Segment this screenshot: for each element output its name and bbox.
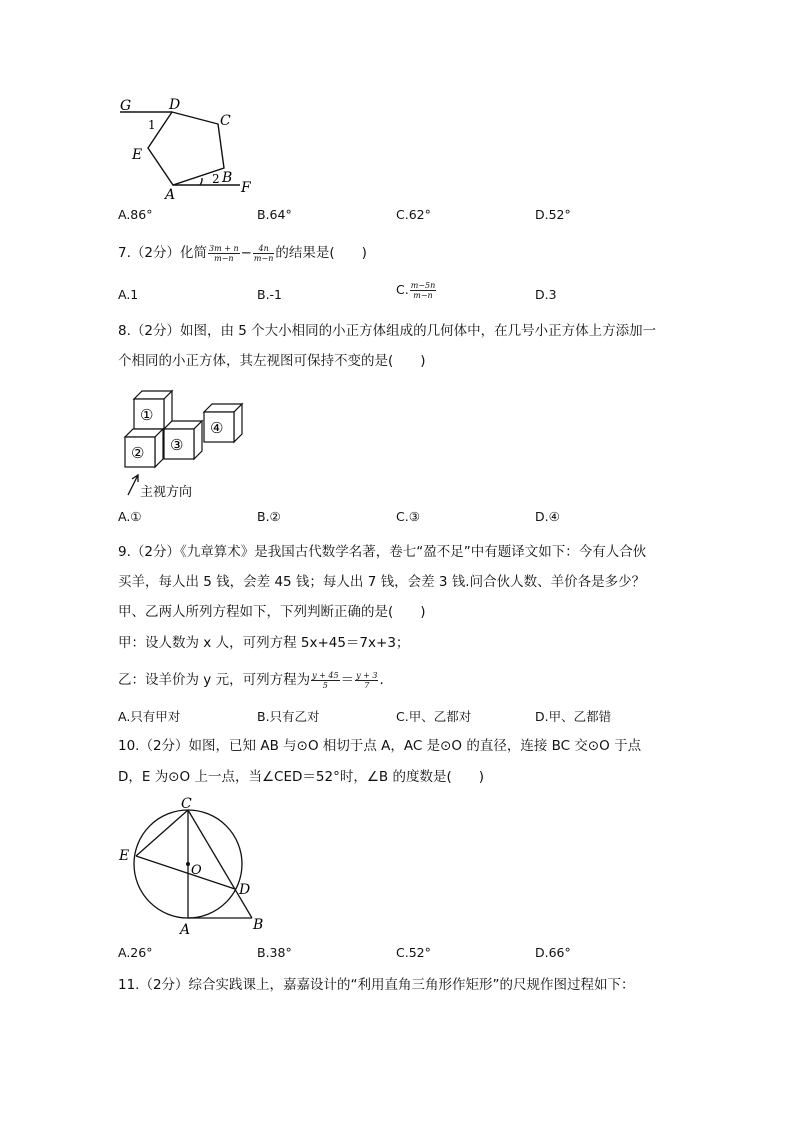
q9-line-2: 买羊，每人出 5 钱，会差 45 钱；每人出 7 钱，会差 3 钱.问合伙人数、羊价各是多少？ xyxy=(118,574,646,590)
q11-line-1: 11.（2分）综合实践课上，嘉嘉设计的“利用直角三角形作矩形”的尺规作图过程如下： xyxy=(118,977,635,993)
q6-option-c: C.62° xyxy=(396,207,431,222)
q7-prefix: 7.（2分）化简 xyxy=(118,245,207,261)
q10-option-c: C.52° xyxy=(396,945,431,960)
label-2: 2 xyxy=(212,172,220,186)
cube-2-label: ② xyxy=(131,444,145,462)
view-direction-label: 主视方向 xyxy=(140,485,193,500)
label-C: C xyxy=(181,796,192,812)
label-D: D xyxy=(239,882,251,898)
q7-option-c-fraction: $\frac{m-5n}{m-n}$ xyxy=(410,281,436,300)
label-D: D xyxy=(169,97,181,113)
label-A: A xyxy=(165,187,176,203)
label-F: F xyxy=(241,180,251,196)
label-O: O xyxy=(191,863,202,878)
q8-option-c: C.③ xyxy=(396,509,420,524)
cube-1-label: ① xyxy=(140,406,154,424)
q6-option-d: D.52° xyxy=(535,207,571,222)
q7-option-a: A.1 xyxy=(118,287,139,302)
q7-suffix: 的结果是( ) xyxy=(275,245,367,261)
q8-line-2: 个相同的小正方体，其左视图可保持不变的是( ) xyxy=(118,353,426,369)
q9-option-c: C.甲、乙都对 xyxy=(396,709,472,724)
q7-minus: − xyxy=(240,245,252,261)
label-C: C xyxy=(220,113,231,129)
q7-fraction-1: $\frac{3m + n}{m-n}$ xyxy=(208,243,239,263)
q7-option-d: D.3 xyxy=(535,287,557,302)
q8-option-d: D.④ xyxy=(535,509,560,524)
q9-yi: 乙：设羊价为 y 元，可列方程为 $\frac{y + 45}{5}$ ＝ $\frac{y + 3}{7}$ . xyxy=(118,670,384,690)
q7-option-b: B.-1 xyxy=(257,287,283,302)
q9-yi-fraction-2: $\frac{y + 3}{7}$ xyxy=(356,670,378,690)
q8-option-b: B.② xyxy=(257,509,281,524)
q6-option-b: B.64° xyxy=(257,207,292,222)
label-1: 1 xyxy=(148,118,156,132)
cube-3-label: ③ xyxy=(170,436,184,454)
q10-line-1: 10.（2分）如图，已知 AB 与⊙O 相切于点 A，AC 是⊙O 的直径，连接 BC 交⊙O 于点 xyxy=(118,738,642,754)
q10-option-a: A.26° xyxy=(118,945,153,960)
label-E: E xyxy=(119,848,130,864)
q10-line-2: D，E 为⊙O 上一点，当∠CED＝52°时，∠B 的度数是( ) xyxy=(118,769,485,785)
cube-4-label: ④ xyxy=(210,419,224,437)
q9-option-a: A.只有甲对 xyxy=(118,709,181,724)
label-G: G xyxy=(120,98,132,114)
q7-option-c: C. $\frac{m-5n}{m-n}$ xyxy=(396,281,436,300)
q8-line-1: 8.（2分）如图，由 5 个大小相同的小正方体组成的几何体中，在几号小正方体上方添加一 xyxy=(118,323,657,339)
cubes-figure xyxy=(118,382,253,502)
pentagon-figure xyxy=(110,92,270,204)
q9-jia: 甲：设人数为 x 人，可列方程 5x+45＝7x+3； xyxy=(118,635,410,651)
label-B: B xyxy=(222,170,233,186)
q7-fraction-2: $\frac{4n}{m-n}$ xyxy=(253,243,274,263)
question-7 xyxy=(118,241,367,263)
label-B: B xyxy=(253,917,264,933)
label-E: E xyxy=(132,147,143,163)
q10-option-d: D.66° xyxy=(535,945,571,960)
q6-option-a: A.86° xyxy=(118,207,153,222)
q9-option-d: D.甲、乙都错 xyxy=(535,709,612,724)
label-A: A xyxy=(180,922,191,938)
q9-line-3: 甲、乙两人所列方程如下，下列判断正确的是( ) xyxy=(118,604,426,620)
q8-option-a: A.① xyxy=(118,509,142,524)
q9-option-b: B.只有乙对 xyxy=(257,709,320,724)
q10-option-b: B.38° xyxy=(257,945,292,960)
circle-figure xyxy=(116,794,276,938)
q9-line-1: 9.（2分）《九章算术》是我国古代数学名著，卷七“盈不足”中有题译文如下：今有人合伙 xyxy=(118,544,647,560)
q9-yi-fraction-1: $\frac{y + 45}{5}$ xyxy=(312,670,339,690)
